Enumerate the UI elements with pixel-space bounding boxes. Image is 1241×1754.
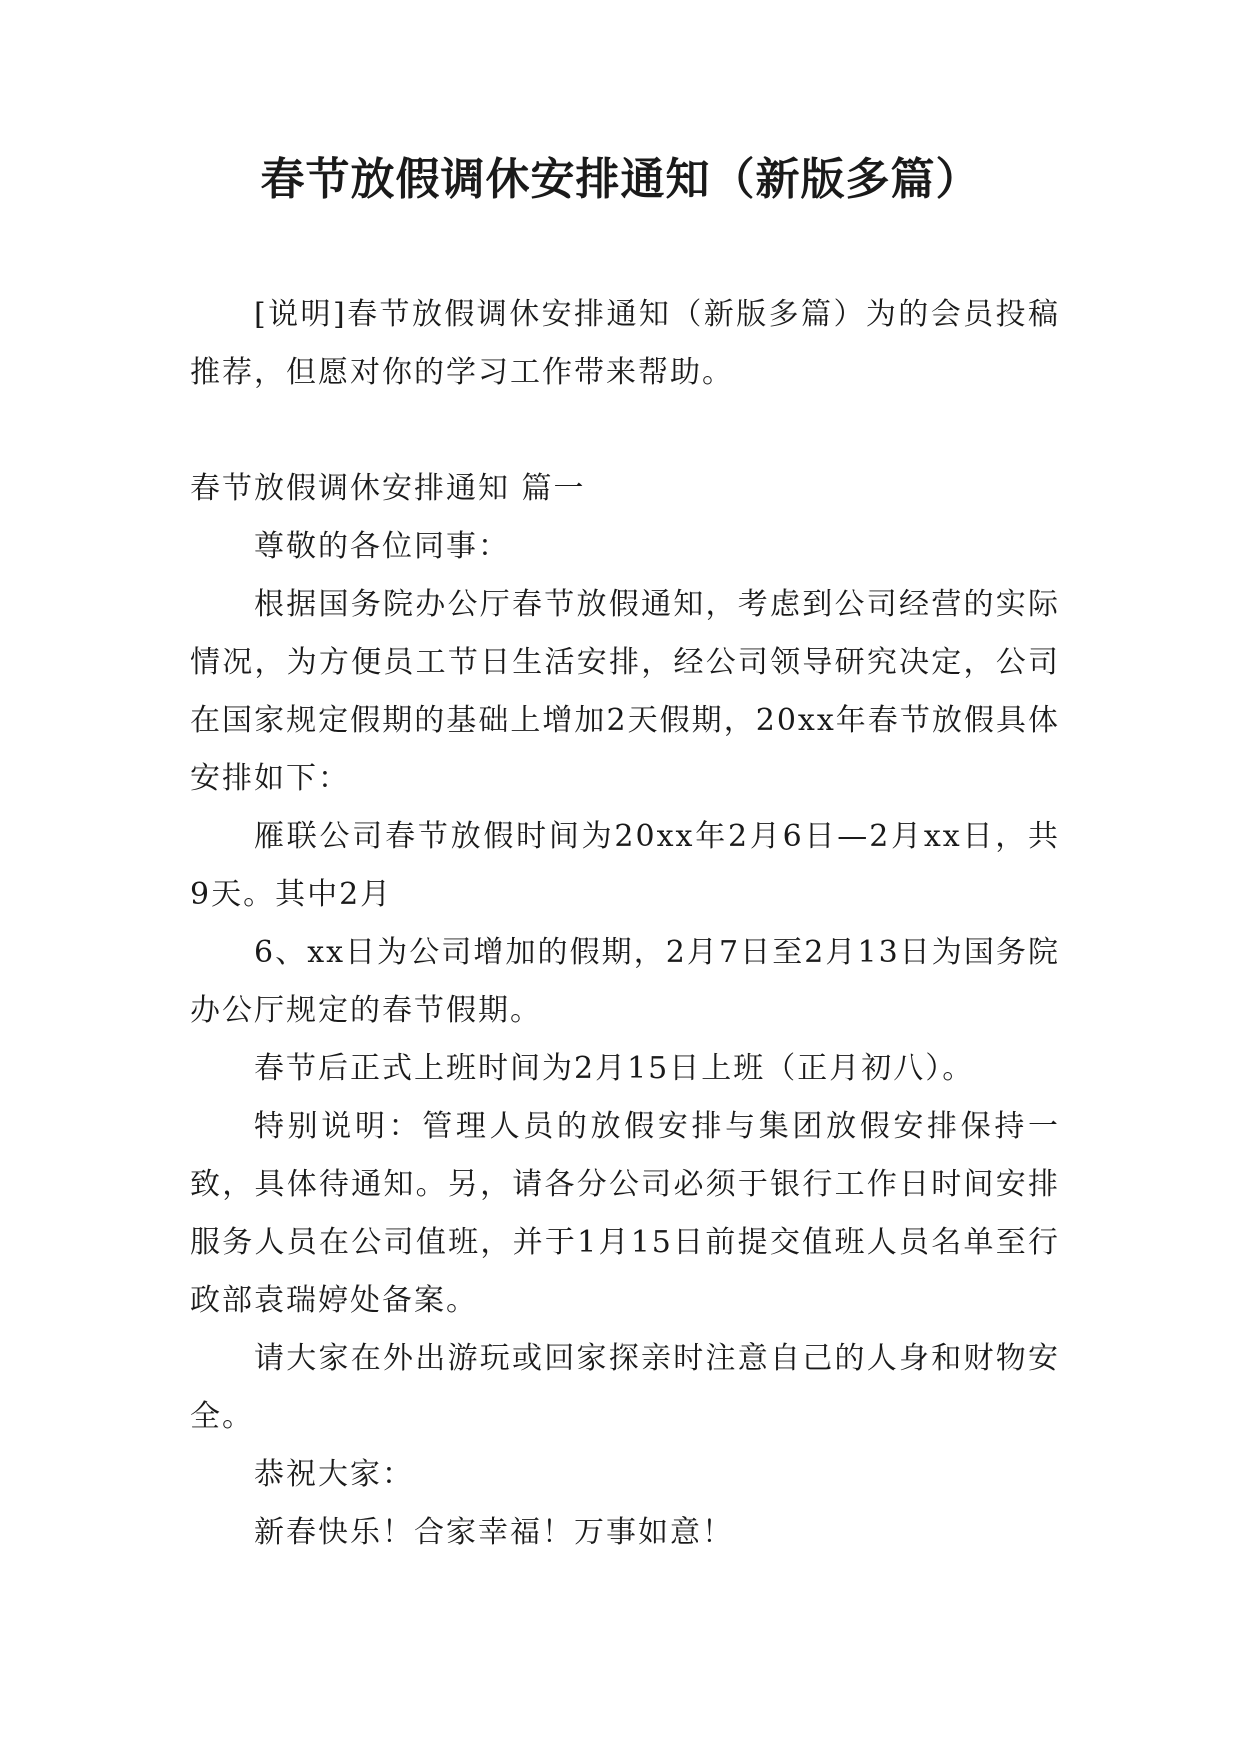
body-paragraph: 春节后正式上班时间为2月15日上班（正月初八）。 [254, 1051, 975, 1086]
body-paragraph: 雁联公司春节放假时间为20xx年2月6日—2月xx日，共9天。其中2月 [190, 819, 1060, 912]
intro-note-paragraph: [说明]春节放假调休安排通知（新版多篇）为的会员投稿推荐，但愿对你的学习工作带来帮助。 [190, 297, 1060, 390]
salutation-paragraph: 尊敬的各位同事： [254, 529, 510, 564]
closing-wishes-paragraph: 新春快乐！合家幸福！万事如意！ [254, 1515, 734, 1550]
body-paragraph: 根据国务院办公厅春节放假通知，考虑到公司经营的实际情况，为方便员工节日生活安排，经公司领导研究决定，公司在国家规定假期的基础上增加2天假期，20xx年春节放假具体安排如下： [190, 587, 1060, 796]
document-body [190, 286, 1060, 1562]
section-heading: 春节放假调休安排通知 篇一 [190, 471, 586, 506]
body-paragraph: 6、xx日为公司增加的假期，2月7日至2月13日为国务院办公厅规定的春节假期。 [190, 935, 1060, 1028]
closing-greeting-paragraph: 恭祝大家： [254, 1457, 414, 1492]
body-paragraph: 特别说明：管理人员的放假安排与集团放假安排保持一致，具体待通知。另，请各分公司必须于银行工作日时间安排服务人员在公司值班，并于1月15日前提交值班人员名单至行政部袁瑞婷处备案。 [190, 1109, 1060, 1318]
document-title: 春节放假调休安排通知（新版多篇） [260, 154, 981, 205]
body-paragraph: 请大家在外出游玩或回家探亲时注意自己的人身和财物安全。 [190, 1341, 1060, 1434]
